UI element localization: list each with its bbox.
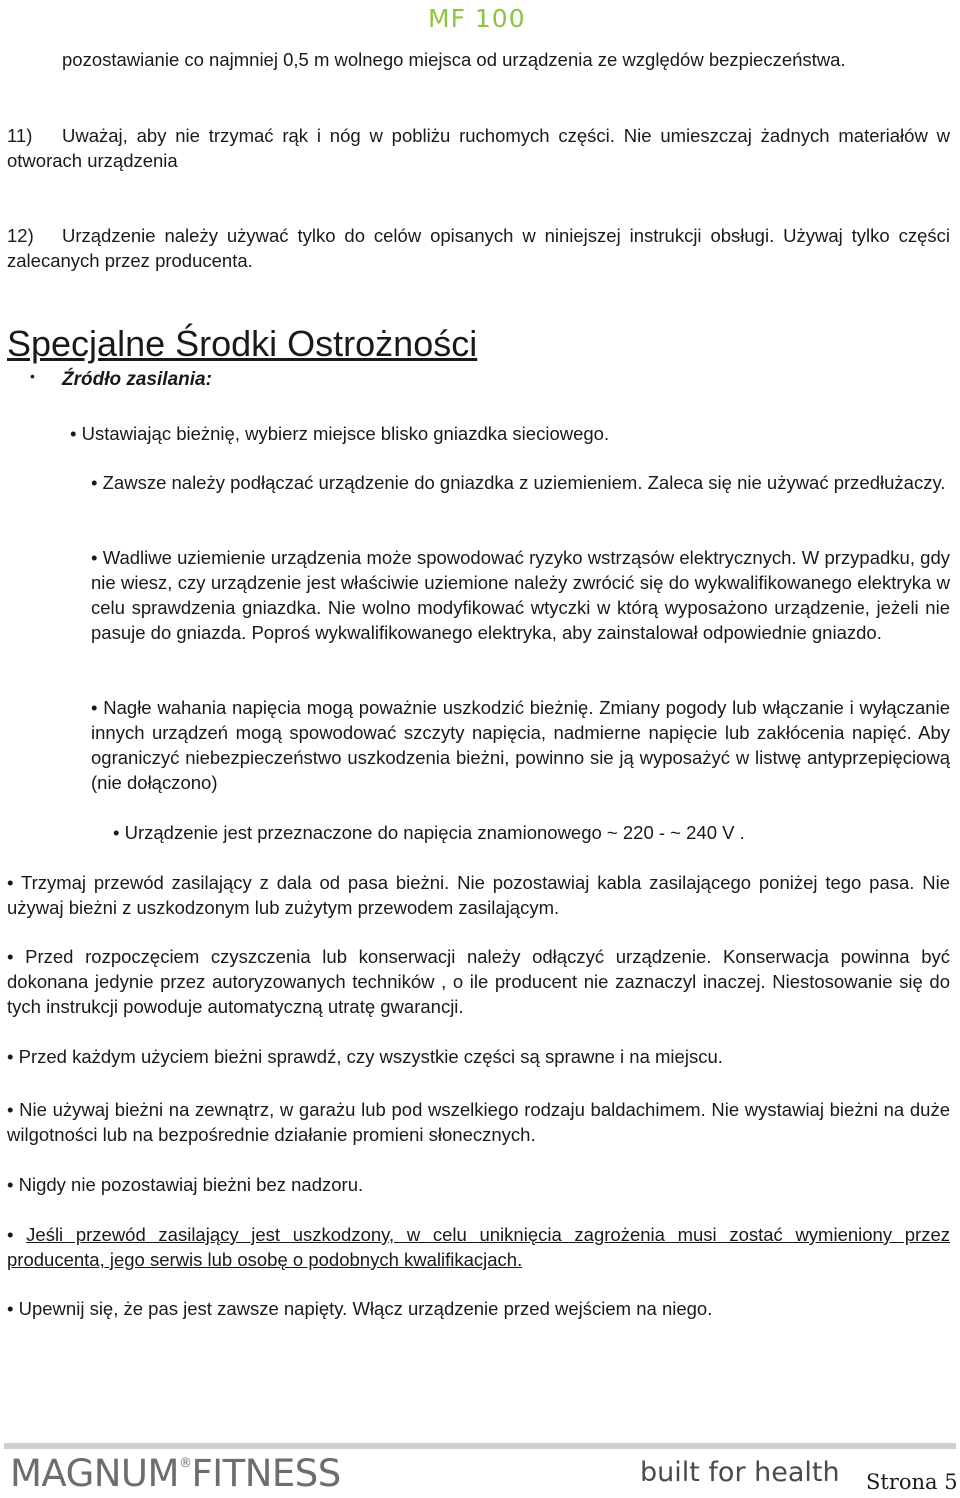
last-item: • Upewnij się, że pas jest zawsze napięty. Włącz urządzenie przed wejściem na niego. <box>7 1298 713 1319</box>
general-item-2: • Przed rozpoczęciem czyszczenia lub konserwacji należy odłączyć urządzenie. Konserwacja powinna być dokonana jedynie przez autoryzowanych techników , o ile producent nie zaznaczyl inaczej. Niestosowanie się do tych instrukcji powoduje automatyczną utratę gwarancji. <box>7 946 950 1017</box>
power-item-5: • Urządzenie jest przeznaczone do napięcia znamionowego ~ 220 - ~ 240 V . <box>113 822 745 843</box>
section-title: Specjalne Środki Ostrożności <box>7 323 478 364</box>
general-item-3: • Przed każdym użyciem bieżni sprawdź, czy wszystkie części są sprawne i na miejscu. <box>7 1046 723 1067</box>
general-item-5: • Nigdy nie pozostawiaj bieżni bez nadzoru. <box>7 1174 364 1195</box>
brand-tagline: built for health <box>640 1457 840 1488</box>
list-item-11 <box>7 123 950 173</box>
item-number: 11) <box>7 125 33 146</box>
list-item-12 <box>7 223 950 273</box>
brand-logo <box>10 1452 341 1495</box>
model-name: MF 100 <box>428 4 526 33</box>
power-item-1: • Ustawiając bieżnię, wybierz miejsce blisko gniazdka sieciowego. <box>70 423 610 444</box>
power-item-2: • Zawsze należy podłączać urządzenie do gniazdka z uziemieniem. Zaleca się nie używać przedłużaczy. <box>91 472 946 493</box>
power-item-3: • Wadliwe uziemienie urządzenia może spowodować ryzyko wstrząsów elektrycznych. W przypadku, gdy nie wiesz, czy urządzenie jest właściwie uziemione należy zwrócić się do wykwalifikowanego elektryka w celu sprawdzenia gniazdka. Nie wolno modyfikować wtyczki w którą wyposażono urządzenie, jeżeli nie pasuje do gniazda. Poproś wykwalifikowanego elektryka, aby zainstalował odpowiednie gniazdo. <box>91 547 950 643</box>
item-text: Urządzenie należy używać tylko do celów opisanych w niniejszej instrukcji obsługi. Używaj tylko części zalecanych przez producenta. <box>7 225 950 271</box>
registered-mark: ® <box>178 1456 192 1471</box>
cord-bullet: • <box>7 1224 27 1245</box>
item-text: Uważaj, aby nie trzymać rąk i nóg w pobliżu ruchomych części. Nie umieszczaj żadnych materiałów w otworach urządzenia <box>7 125 950 171</box>
item-number: 12) <box>7 225 34 246</box>
brand-magnum: MAGNUM <box>10 1452 179 1495</box>
intro-continuation: pozostawianie co najmniej 0,5 m wolnego miejsca od urządzenia ze względów bezpieczeństwa. <box>62 49 846 70</box>
cord-text: Jeśli przewód zasilający jest uszkodzony, w celu uniknięcia zagrożenia musi zostać wymieniony przez producenta, jego serwis lub osobę o podobnych kwalifikacjach. <box>7 1224 950 1270</box>
general-item-1: • Trzymaj przewód zasilający z dala od pasa bieżni. Nie pozostawiaj kabla zasilającego poniżej tego pasa. Nie używaj bieżni z uszkodzonym lub zużytym przewodem zasilającym. <box>7 872 950 918</box>
footer-divider <box>4 1443 956 1449</box>
page-number: Strona 5 <box>866 1470 958 1494</box>
general-item-4: • Nie używaj bieżni na zewnątrz, w garażu lub pod wszelkiego rodzaju baldachimem. Nie wystawiaj bieżni na duże wilgotności lub na bezpośrednie działanie promieni słonecznych. <box>7 1099 950 1145</box>
section-subtitle: Źródło zasilania: <box>62 369 212 390</box>
cord-item <box>7 1222 950 1272</box>
brand-fitness: FITNESS <box>191 1452 341 1495</box>
subtitle-bullet: • <box>30 368 35 384</box>
power-item-4: • Nagłe wahania napięcia mogą poważnie uszkodzić bieżnię. Zmiany pogody lub włączanie i wyłączanie innych urządzeń mogą spowodować szczyty napięcia, nadmierne napięcie lub zakłócenia napięć. Aby ograniczyć niebezpieczeństwo uszkodzenia bieżni, powinno sie ją wyposażyć w listwę antyprzepięciową (nie dołączono) <box>91 697 950 793</box>
